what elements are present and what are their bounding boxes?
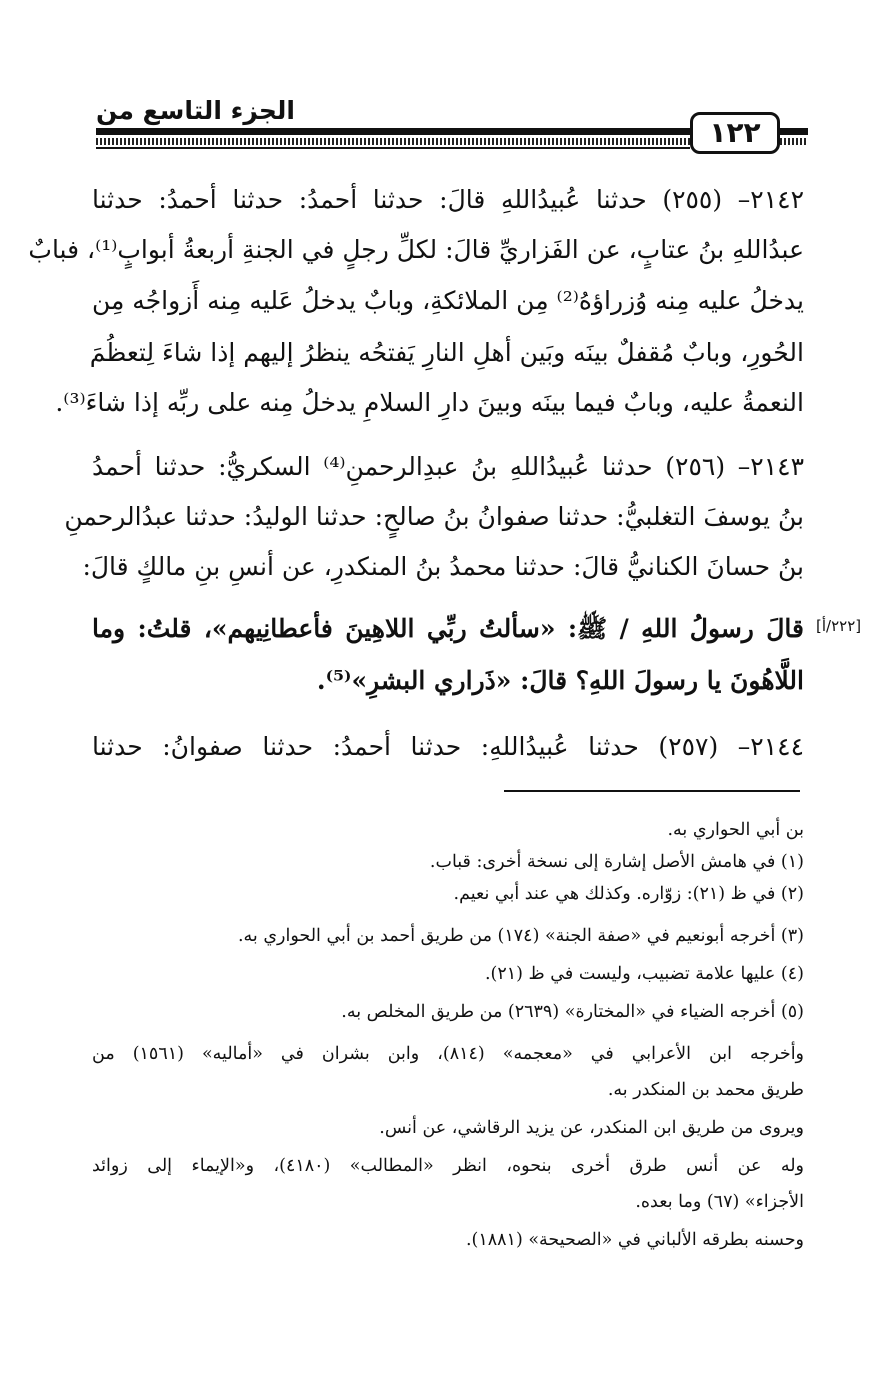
header-rule-stub-pattern <box>780 138 808 145</box>
body-line-3: يدخلُ عليه مِنه وُزراؤهُ⁽²⁾ مِن الملائكةِ، وبابٌ يدخلُ عَليه مِنه أَزواجُه مِن <box>91 286 804 315</box>
body-line-5: النعمةُ عليه، وبابٌ فيما بينَه وبينَ دارِ السلامِ يدخلُ مِنه على ربِّه إذا شاءَ⁽³⁾. <box>55 388 804 417</box>
footnote-line-3: (٢) في ظ (٢١): زوّاره. وكذلك هي عند أبي نعيم. <box>453 884 804 904</box>
body-line-8: بنُ حسانَ الكنانيُّ قالَ: حدثنا محمدُ بنُ المنكدرِ، عن أنسِ بنِ مالكٍ قالَ: <box>82 552 804 581</box>
footnote-line-11: الأجزاء» (٦٧) وما بعده. <box>635 1192 804 1212</box>
footnote-line-1: بن أبي الحواري به. <box>667 820 804 840</box>
running-title: الجزء التاسع من <box>96 96 295 125</box>
footnote-separator <box>504 790 800 792</box>
body-line-2: عبدُاللهِ بنُ عتابٍ، عن الفَزاريِّ قالَ: لكلِّ رجلٍ في الجنةِ أربعةُ أبوابٍ⁽¹⁾، فبابٌ <box>28 235 804 264</box>
header-rule-thin <box>96 147 690 149</box>
footnote-line-6: (٥) أخرجه الضياء في «المختارة» (٢٦٣٩) من طريق المخلص به. <box>341 1002 804 1022</box>
body-line-4: الحُورِ، وبابٌ مُقفلٌ بينَه وبَين أهلِ النارِ يَفتحُه ينظرُ إليهم إذا شاءَ لِتعظُمَ <box>89 338 804 367</box>
body-line-11: ٢١٤٤– (٢٥٧) حدثنا عُبيدُاللهِ: حدثنا أحمدُ: حدثنا صفوانُ: حدثنا <box>92 732 805 761</box>
body-line-10-hadith: اللَّاهُونَ يا رسولَ اللهِ؟ قالَ: «ذَراري البشرِ»⁽⁵⁾. <box>316 666 804 695</box>
footnote-line-9: ويروى من طريق ابن المنكدر، عن يزيد الرقاشي، عن أنس. <box>379 1118 804 1138</box>
footnote-line-12: وحسنه بطرقه الألباني في «الصحيحة» (١٨٨١). <box>465 1230 804 1250</box>
body-line-9-hadith: قالَ رسولُ اللهِ / ﷺ: «سألتُ ربِّي اللاهِينَ فأعطانِيهم»، قلتُ: وما <box>92 614 804 643</box>
page-number: ١٢٢ <box>690 112 780 154</box>
body-line-7: بنُ يوسفَ التغلبيُّ: حدثنا صفوانُ بنُ صالحٍ: حدثنا الوليدُ: حدثنا عبدُالرحمنِ <box>64 502 804 531</box>
header-rule-stub <box>780 128 808 135</box>
manuscript-folio-ref: [٢٢٢/أ] <box>816 617 862 635</box>
footnote-line-4: (٣) أخرجه أبونعيم في «صفة الجنة» (١٧٤) من طريق أحمد بن أبي الحواري به. <box>237 926 804 946</box>
footnote-line-5: (٤) عليها علامة تضبيب، وليست في ظ (٢١). <box>484 964 804 984</box>
body-line-1: ٢١٤٢– (٢٥٥) حدثنا عُبيدُاللهِ قالَ: حدثنا أحمدُ: حدثنا أحمدُ: حدثنا <box>92 185 804 214</box>
header-rule-pattern <box>96 138 690 145</box>
body-line-6: ٢١٤٣– (٢٥٦) حدثنا عُبيدُاللهِ بنُ عبدِالرحمنِ⁽⁴⁾ السكريُّ: حدثنا أحمدُ <box>92 452 804 481</box>
footnote-line-10: وله عن أنس طرق أخرى بنحوه، انظر «المطالب» (٤١٨٠)، و«الإيماء إلى زوائد <box>92 1156 804 1176</box>
footnote-line-7: وأخرجه ابن الأعرابي في «معجمه» (٨١٤)، وابن بشران في «أماليه» (١٥٦١) من <box>92 1044 805 1064</box>
header-rule <box>96 128 690 135</box>
footnote-line-2: (١) في هامش الأصل إشارة إلى نسخة أخرى: قباب. <box>429 852 804 872</box>
footnote-line-8: طريق محمد بن المنكدر به. <box>607 1080 804 1100</box>
